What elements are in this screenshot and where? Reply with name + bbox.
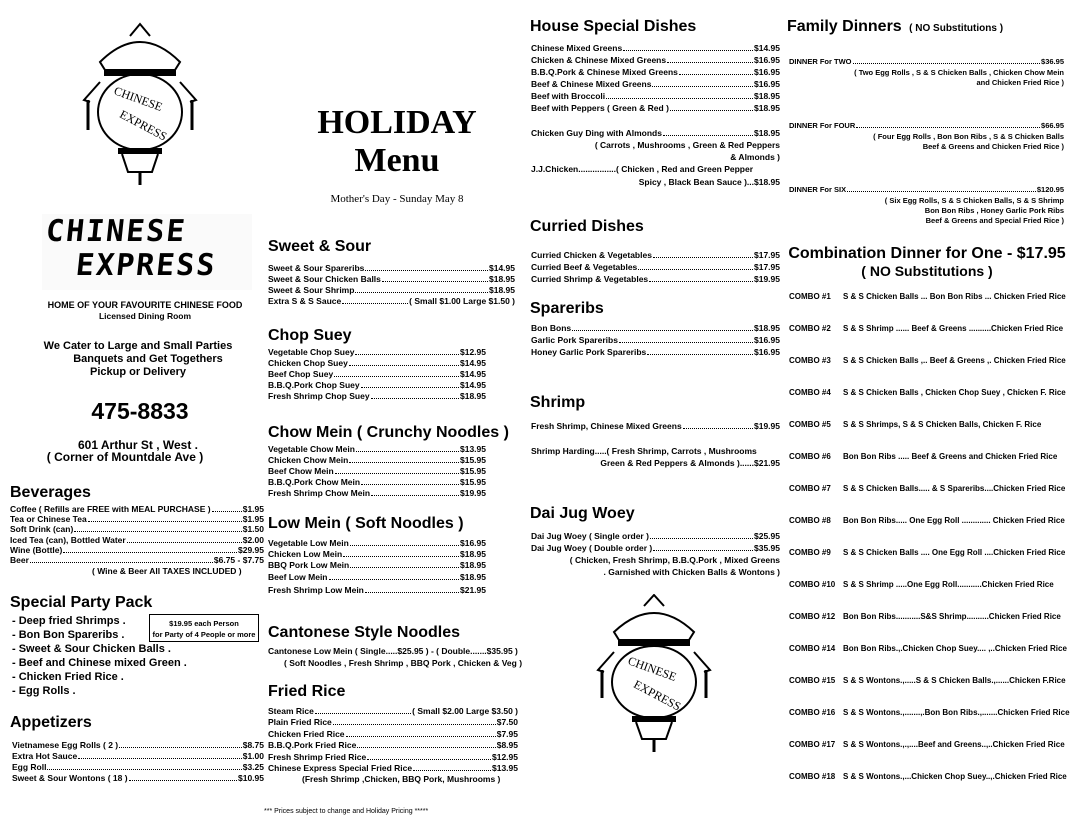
family-title-row: [787, 18, 1003, 36]
combo-row: COMBO #3 S & S Chicken Balls ,.. Beef & Greens ,. Chicken Fried Rice: [789, 356, 1066, 365]
menu-item: Vegetable Low Mein $16.95: [268, 538, 486, 548]
menu-item: Coffee ( Refills are FREE with MEAL PURCHASE ) $1.95: [10, 504, 264, 514]
shrimp-title: Shrimp: [530, 394, 586, 411]
combo-row: COMBO #4 S & S Chicken Balls , Chicken Chop Suey , Chicken F. Rice: [789, 388, 1066, 397]
menu-item: Vietnamese Egg Rolls ( 2 ) $8.75: [12, 740, 264, 750]
phone-number: 475-8833: [91, 398, 189, 424]
beverages-title: Beverages: [10, 484, 91, 501]
menu-item: B.B.Q.Pork Fried Rice $8.95: [268, 740, 518, 750]
lantern-logo-bottom: [594, 594, 714, 754]
menu-item: Chicken Chow Mein $15.95: [268, 455, 486, 465]
menu-item: DINNER For TWO $36.95: [789, 57, 1064, 66]
menu-item: Dai Jug Woey ( Single order ) $25.95: [531, 531, 780, 541]
dai-jug-woey-title: Dai Jug Woey: [530, 505, 635, 522]
menu-item: Curried Chicken & Vegetables $17.95: [531, 250, 780, 260]
menu-item: Fresh Shrimp Chop Suey $18.95: [268, 391, 486, 401]
cater-line2: Banquets and Get Togethers: [73, 353, 223, 365]
lantern-logo-top: [80, 22, 200, 187]
dai-jug-note2: . Garnished with Chicken Balls & Wontons ): [603, 567, 780, 577]
party-item: - Sweet & Sour Chicken Balls .: [12, 643, 171, 655]
party-item: - Bon Bon Spareribs .: [12, 629, 125, 641]
menu-item: Chicken Chop Suey $14.95: [268, 358, 486, 368]
appetizers-title: Appetizers: [10, 714, 92, 731]
party-price-line2: for Party of 4 People or more: [152, 630, 256, 639]
guyding-note1: ( Carrots , Mushrooms , Green & Red Peppers: [594, 140, 780, 150]
menu-item: Extra Hot Sauce $1.00: [12, 751, 264, 761]
menu-item: Chinese Express Special Fried Rice $13.95: [268, 763, 518, 773]
menu-item: B.B.Q.Pork Chow Mein $15.95: [268, 477, 486, 487]
family-four-note2: Beef & Greens and Chicken Fried Rice ): [922, 142, 1064, 151]
guyding-note2: & Almonds ): [730, 152, 780, 162]
menu-item: Tea or Chinese Tea $1.95: [10, 514, 264, 524]
party-item: - Deep fried Shrimps .: [12, 615, 126, 627]
cantonese-title: Cantonese Style Noodles: [268, 624, 461, 641]
brand-box: [42, 214, 252, 290]
family-six-note3: Beef & Greens and Special Fried Rice ): [925, 216, 1064, 225]
menu-item: Beer $6.75 - $7.75: [10, 555, 264, 565]
menu-item: Chicken Fried Rice $7.95: [268, 729, 518, 739]
menu-item: Vegetable Chop Suey $12.95: [268, 347, 486, 357]
combo-row: COMBO #12 Bon Bon Ribs...........S&S Shrimp..........Chicken Fried Rice: [789, 612, 1061, 621]
menu-item: Chicken & Chinese Mixed Greens $16.95: [531, 55, 780, 65]
menu-item: B.B.Q.Pork & Chinese Mixed Greens $16.95: [531, 67, 780, 77]
menu-item: Chicken Guy Ding with Almonds $18.95: [531, 128, 780, 138]
shrimp-harding-line2: Green & Red Peppers & Almonds )......$21.95: [600, 458, 780, 468]
fried-rice-note: (Fresh Shrimp ,Chicken, BBQ Pork, Mushrooms ): [302, 774, 501, 784]
cantonese-line2: ( Soft Noodles , Fresh Shrimp , BBQ Pork , Chicken & Veg ): [284, 658, 523, 668]
family-six-note1: ( Six Egg Rolls, S & S Chicken Balls, S & S Shrimp: [884, 196, 1064, 205]
menu-item: Curried Beef & Vegetables $17.95: [531, 262, 780, 272]
menu-item: Beef Chop Suey $14.95: [268, 369, 486, 379]
menu-item: DINNER For SIX $120.95: [789, 185, 1064, 194]
combo-row: COMBO #16 S & S Wontons.,.......,.Bon Bon Ribs.,.......Chicken Fried Rice: [789, 708, 1070, 717]
low-mein-title: Low Mein ( Soft Noodles ): [268, 515, 464, 532]
menu-item: Chicken Low Mein $18.95: [268, 549, 486, 559]
menu-item: Honey Garlic Pork Spareribs $16.95: [531, 347, 780, 357]
menu-item: Sweet & Sour Spareribs $14.95: [268, 263, 515, 273]
combo-row: COMBO #5 S & S Shrimps, S & S Chicken Balls, Chicken F. Rice: [789, 420, 1042, 429]
jj-chicken-line1: J.J.Chicken................( Chicken , Red and Green Pepper: [531, 164, 754, 174]
combo-row: COMBO #2 S & S Shrimp ...... Beef & Greens ..........Chicken Fried Rice: [789, 324, 1064, 333]
party-item: - Egg Rolls .: [12, 685, 76, 697]
party-price-box: [149, 614, 259, 642]
menu-item: Sweet & Sour Shrimp $18.95: [268, 285, 515, 295]
brand-line1: CHINESE: [44, 214, 189, 249]
combo-row: COMBO #15 S & S Wontons.,.....S & S Chicken Balls.,......Chicken F.Rice: [789, 676, 1066, 685]
menu-item: Wine (Bottle) $29.95: [10, 545, 264, 555]
menu-item: Dai Jug Woey ( Double order ) $35.95: [531, 543, 780, 553]
family-six-note2: Bon Bon Ribs , Honey Garlic Pork Ribs: [924, 206, 1064, 215]
menu-item: BBQ Pork Low Mein $18.95: [268, 560, 486, 570]
home-line1: HOME OF YOUR FAVOURITE CHINESE FOOD: [47, 300, 243, 310]
combo-title: Combination Dinner for One - $17.95: [788, 245, 1066, 262]
party-title: Special Party Pack: [10, 594, 153, 611]
address-line2: ( Corner of Mountdale Ave ): [46, 450, 204, 464]
menu-item: Garlic Pork Spareribs $16.95: [531, 335, 780, 345]
menu-item: Vegetable Chow Mein $13.95: [268, 444, 486, 454]
shrimp-harding-line1: Shrimp Harding.....( Fresh Shrimp, Carrots , Mushrooms: [531, 446, 757, 456]
dai-jug-note1: ( Chicken, Fresh Shrimp, B.B.Q.Pork , Mixed Greens: [569, 555, 780, 565]
logo-text-bottom: EXPRESS: [117, 107, 170, 144]
combo-row: COMBO #8 Bon Bon Ribs..... One Egg Roll ............. Chicken Fried Rice: [789, 516, 1065, 525]
holiday-title: HOLIDAY: [317, 104, 477, 141]
chow-mein-title: Chow Mein ( Crunchy Noodles ): [268, 424, 509, 441]
party-item: - Chicken Fried Rice .: [12, 671, 124, 683]
menu-item: Fresh Shrimp, Chinese Mixed Greens $19.95: [531, 421, 780, 431]
family-two-note2: and Chicken Fried Rice ): [976, 78, 1064, 87]
combo-row: COMBO #6 Bon Bon Ribs ..... Beef & Greens and Chicken Fried Rice: [789, 452, 1058, 461]
menu-item: Chinese Mixed Greens $14.95: [531, 43, 780, 53]
footer-note: *** Prices subject to change and Holiday Pricing *****: [264, 808, 429, 815]
spareribs-title: Spareribs: [530, 300, 604, 317]
combo-row: COMBO #1 S & S Chicken Balls ... Bon Bon Ribs ... Chicken Fried Rice: [789, 292, 1066, 301]
cater-line1: We Cater to Large and Small Parties: [43, 340, 233, 352]
holiday-subtitle: Mother's Day - Sunday May 8: [330, 193, 464, 205]
brand-line2: EXPRESS: [74, 248, 219, 283]
menu-item: Steam Rice ( Small $2.00 Large $3.50 ): [268, 706, 518, 716]
cantonese-line1: Cantonese Low Mein ( Single.....$25.95 ) - ( Double.......$35.95 ): [268, 646, 518, 656]
fried-rice-title: Fried Rice: [268, 683, 346, 700]
holiday-menu-title: Menu: [354, 142, 440, 179]
address-line1: 601 Arthur St , West .: [77, 438, 199, 452]
jj-chicken-line2: Spicy , Black Bean Sauce )...$18.95: [638, 177, 780, 187]
party-price-line1: $19.95 each Person: [169, 619, 239, 628]
family-subtitle: ( NO Substitutions ): [909, 23, 1004, 34]
combo-row: COMBO #17 S & S Wontons.,.,....Beef and Greens..,..Chicken Fried Rice: [789, 740, 1065, 749]
menu-item: Beef with Peppers ( Green & Red ) $18.95: [531, 103, 780, 113]
sweet-sour-title: Sweet & Sour: [268, 238, 372, 255]
logo-text-top: CHINESE: [112, 83, 165, 114]
combo-row: COMBO #7 S & S Chicken Balls..... & S Spareribs....Chicken Fried Rice: [789, 484, 1066, 493]
menu-item: Beef with Broccoli $18.95: [531, 91, 780, 101]
menu-item: Plain Fried Rice $7.50: [268, 717, 518, 727]
beverages-note: ( Wine & Beer All TAXES INCLUDED ): [92, 566, 242, 576]
menu-item: Sweet & Sour Wontons ( 18 ) $10.95: [12, 773, 264, 783]
menu-item: Beef Low Mein $18.95: [268, 572, 486, 582]
combo-subtitle: ( NO Substitutions ): [861, 263, 993, 279]
house-special-title: House Special Dishes: [530, 18, 697, 35]
chop-suey-title: Chop Suey: [268, 327, 352, 344]
curried-title: Curried Dishes: [530, 218, 644, 235]
menu-item: Soft Drink (can) $1.50: [10, 524, 264, 534]
logo-text-bottom: EXPRESS: [631, 677, 684, 714]
home-line2: Licensed Dining Room: [98, 311, 192, 321]
menu-item: Fresh Shrimp Fried Rice $12.95: [268, 752, 518, 762]
menu-item: Iced Tea (can), Bottled Water $2.00: [10, 535, 264, 545]
menu-item: Curried Shrimp & Vegetables $19.95: [531, 274, 780, 284]
menu-item: Sweet & Sour Chicken Balls $18.95: [268, 274, 515, 284]
menu-item: B.B.Q.Pork Chop Suey $14.95: [268, 380, 486, 390]
menu-item: Fresh Shrimp Low Mein $21.95: [268, 585, 486, 595]
logo-text-top: CHINESE: [626, 653, 679, 684]
menu-item: Beef & Chinese Mixed Greens $16.95: [531, 79, 780, 89]
menu-item: Fresh Shrimp Chow Mein $19.95: [268, 488, 486, 498]
combo-row: COMBO #18 S & S Wontons.,...Chicken Chop Suey..,.Chicken Fried Rice: [789, 772, 1067, 781]
menu-item: Beef Chow Mein $15.95: [268, 466, 486, 476]
combo-row: COMBO #9 S & S Chicken Balls .... One Egg Roll ....Chicken Fried Rice: [789, 548, 1066, 557]
family-title: Family Dinners: [787, 18, 902, 35]
menu-item: Extra S & S Sauce ( Small $1.00 Large $1.50 ): [268, 296, 515, 306]
family-two-note1: ( Two Egg Rolls , S & S Chicken Balls , Chicken Chow Mein: [854, 68, 1064, 77]
menu-item: Bon Bons $18.95: [531, 323, 780, 333]
menu-item: DINNER For FOUR $66.95: [789, 121, 1064, 130]
family-four-note1: ( Four Egg Rolls , Bon Bon Ribs , S & S Chicken Balls: [873, 132, 1064, 141]
combo-row: COMBO #10 S & S Shrimp .....One Egg Roll...........Chicken Fried Rice: [789, 580, 1054, 589]
combo-row: COMBO #14 Bon Bon Ribs.,.Chicken Chop Suey.... ,..Chicken Fried Rice: [789, 644, 1067, 653]
menu-item: Egg Roll $3.25: [12, 762, 264, 772]
party-item: - Beef and Chinese mixed Green .: [12, 657, 187, 669]
cater-line3: Pickup or Delivery: [90, 366, 186, 378]
